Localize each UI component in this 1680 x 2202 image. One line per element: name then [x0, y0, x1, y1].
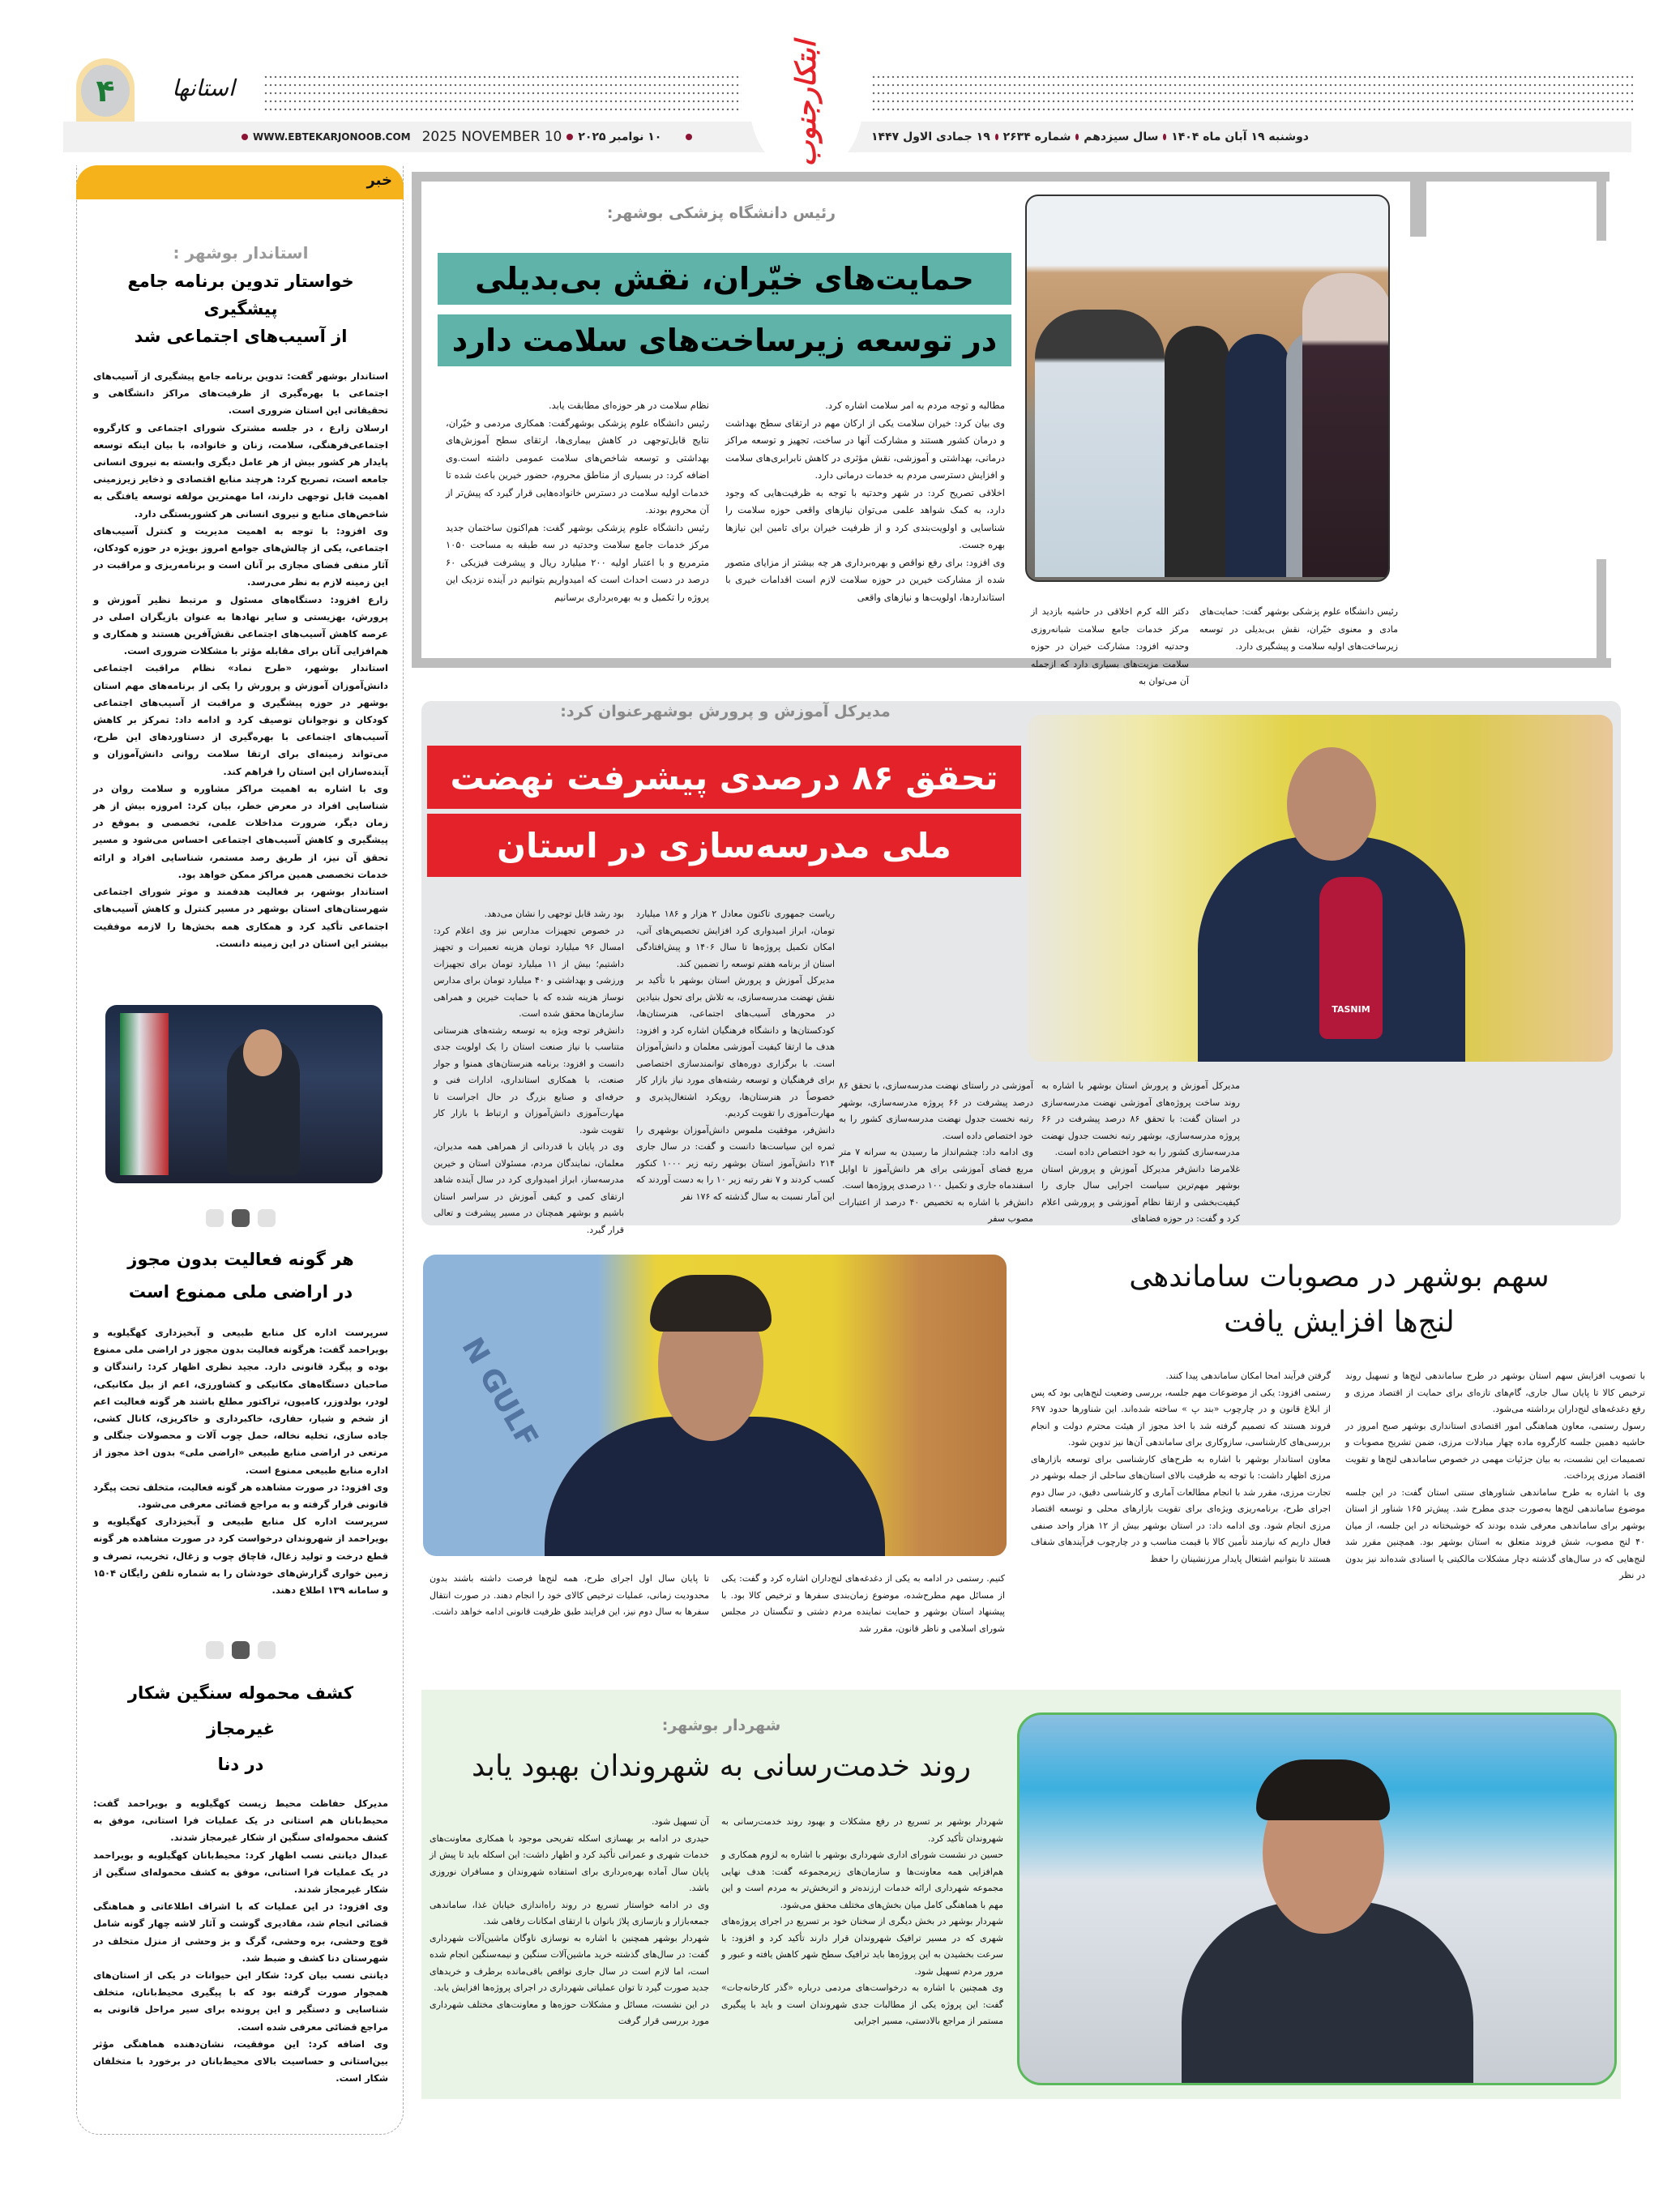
sidebar-story-2: [93, 1209, 388, 1599]
article-1-title-2: در توسعه زیرساخت‌های سلامت دارد: [451, 323, 998, 358]
article-3-col-b: [1031, 1368, 1331, 1567]
article-1-lead-text: رئیس دانشگاه علوم پزشکی بوشهر گفت: حمایت‌های مادی و معنوی خیّران، نقش بی‌بدیلی در توسعه زیرساخت‌های اولیه سلامت و پیشگیری دارد.: [1199, 606, 1398, 652]
article-1-paragraph: نظام سلامت در هر حوزه‌ای مطابقت یابد.: [548, 400, 709, 411]
article-1-headline-band-1[interactable]: [438, 253, 1011, 305]
article-2-photo-interview: [1028, 715, 1613, 1062]
story1-title-2[interactable]: از آسیب‌های اجتماعی شد: [134, 327, 348, 346]
article-4-col-a: [721, 1814, 1003, 2030]
article-1-frame-bottom-a: [421, 658, 1426, 668]
article-1-paragraph: دکتر الله کرم اخلاقی در حاشیه بازدید از مرکز خدمات جامع سلامت شبانه‌روزی وحدتیه افزود: مشارکت خیران در حوزه سلامت مزیت‌های بسیاری دارد که ازجمله آن می‌توان به: [1031, 606, 1189, 686]
story1-paragraph: وی افزود: با توجه به اهمیت مدیریت و کنترل آسیب‌های اجتماعی، یکی از چالش‌های جوامع امروز بویژه در حوزه کودکان، آثار منفی فضای مجازی بر آنان است و برنامه‌ریزی و مراقبت در این زمینه لازم به نظر می‌رسد.: [93, 524, 388, 588]
story3-paragraph: دیانتی نسب بیان کرد: شکار این حیوانات در یکی از استان‌های همجوار صورت گرفته بود که با پیگیری محیط‌بانان، متخلف شناسایی و دستگیر و این پرونده برای سیر مراحل قانونی به مراجع قضائی معرفی شده است.: [93, 1969, 388, 2033]
year-label: سال سیزدهم: [1084, 130, 1159, 143]
article-1-col-a: [1031, 603, 1189, 691]
story1-paragraph: استاندار بوشهر گفت: تدوین برنامه جامع پیشگیری از آسیب‌های اجتماعی با بهره‌گیری از ظرفیت‌های مراکز دانشگاهی و تحقیقاتی این استان ضروری است.: [93, 370, 388, 417]
article-3-title-1[interactable]: سهم بوشهر در مصوبات ساماندهی: [1129, 1260, 1550, 1293]
story1-title-1[interactable]: خواستار تدوین برنامه جامع پیشگیری: [127, 272, 354, 319]
date-gregorian-fa: ۱۰ نوامبر ۲۰۲۵: [578, 130, 662, 143]
story2-body: [93, 1324, 388, 1599]
issue-number: شماره ۲۶۳۴: [1002, 130, 1071, 143]
article-3-paragraph: تا پایان سال اول اجرای طرح، همه لنج‌ها فرصت داشته باشند بدون محدودیت زمانی، عملیات ترخیص کالای خود را انجام دهند. در صورت انتقال سفرها به سال دوم نیز، این فرایند طبق ظرفیت قانونی ادامه خواهد داشت.: [430, 1573, 709, 1617]
masthead: [0, 0, 1680, 167]
article-4-title[interactable]: روند خدمت‌رسانی به شهروندان بهبود یابد: [472, 1750, 971, 1783]
article-2-paragraph: آموزشی در راستای نهضت مدرسه‌سازی، با تحقق ۸۶ درصد پیشرفت در ۶۶ پروژه مدرسه‌سازی، بوشهر رتبه نخست جدول نهضت مدرسه‌سازی کشور را به خود اختصاص داده است.: [839, 1080, 1033, 1141]
article-1-lead: [1199, 603, 1398, 656]
article-3-paragraph: رستمی افزود: یکی از موضوعات مهم جلسه، بررسی وضعیت لنج‌هایی بود که پس از ابلاغ قانون و در چارچوب «بند پ » ساخته شده‌اند. این شناورها حدود ۶۹۷ فروند هستند که تصمیم گرفته شد با اخذ مجوز از هیئت محترم دولت و انجام بررسی‌های کارشناسی، سازوکاری برای ساماندهی آن‌ها نیز تدوین شود.: [1031, 1387, 1331, 1447]
story1-paragraph: زارع افزود: دستگاه‌های مسئول و مرتبط نظیر آموزش و پرورش، بهزیستی و سایر نهادها به عنوان بازیگران اصلی در عرصه کاهش آسیب‌های اجتماعی نقش‌آفرین هستند و همکاری و هم‌افزایی آنان برای مقابله مؤثر با مشکلات ضروری است.: [93, 593, 388, 657]
article-2-title-1: تحقق ۸۶ درصدی پیشرفت نهضت: [450, 757, 998, 797]
article-1-frame-right-c: [1597, 559, 1606, 665]
article-1-paragraph: اخلاقی تصریح کرد: در شهر وحدتیه با توجه به ظرفیت‌هایی که وجود دارد، به کمک شواهد علمی می‌توان نیازهای واقعی حوزه سلامت را شناسایی و اولویت‌بندی کرد و از ظرفیت خیران برای تامین این نیازها بهره جست.: [725, 486, 1005, 550]
article-4-paragraph: شهردار بوشهر در بخش دیگری از سخنان خود بر تسریع در اجرای پروژه‌های شهری که در مسیر ترافیک شهروندان قرار دارند تأکید کرد و افزود: با سرعت بخشیدن به این پروژه‌ها باید ترافیک سطح شهر کاهش یافته و عبور و مرور مردم تسهیل شود.: [721, 1916, 1003, 1977]
date-persian: دوشنبه ۱۹ آبان ماه ۱۴۰۴: [1171, 130, 1309, 143]
story3-body: [93, 1795, 388, 2087]
story2-separator: [93, 1209, 388, 1230]
article-4-paragraph: شهردار بوشهر همچنین با اشاره به نوسازی ناوگان ماشین‌آلات شهرداری گفت: در سال‌های گذشته خرید ماشین‌آلات سنگین و نیمه‌سنگین انجام شده است، اما لازم است در سال جاری نواقص باقی‌مانده برطرف و خریدهای جدید صورت گیرد تا توان عملیاتی شهرداری در اجرای پروژه‌ها افزایش یابد.: [430, 1932, 709, 1993]
story3-title-2[interactable]: در دنا: [217, 1755, 264, 1774]
article-3-paragraph: کنیم. رستمی در ادامه به یکی از دغدغه‌های لنج‌داران اشاره کرد و گفت: یکی از مسائل مهم مطرح‌شده، موضوع زمان‌بندی سفرها و ترخیص کالا بود. با پیشنهاد استان بوشهر و حمایت نماینده مردم دشتی و تنگستان در مجلس شورای اسلامی و ناظر قانون، مقرر شد: [721, 1573, 1005, 1634]
article-1-paragraph: رئیس دانشگاه علوم پزشکی بوشهرگفت: همکاری مردمی و خیّران، نتایج قابل‌توجهی در کاهش بیماری‌ها، ارتقای سطح آموزش‌های بهداشتی و توسعه شاخص‌های سلامت عمومی داشته است.وی اضافه کرد: در بسیاری از مناطق محروم، حضور خیرین باعث شده تا خدمات اولیه سلامت در دسترس خانواده‌هایی قرار گیرد که پیش‌تر از آن محروم بودند.: [446, 417, 709, 515]
article-4-paragraph: در این نشست، مسائل و مشکلات حوزه‌ها و معاونت‌های مختلف شهرداری مورد بررسی قرار گرفت: [430, 1999, 709, 2026]
article-2-paragraph: دانش‌فر توجه ویژه به توسعه رشته‌های هنرستانی متناسب با نیاز صنعت استان را یک اولویت جدی دانست و افزود: برنامه هنرستان‌های همنوا و جوار صنعت، با همکاری استانداری، ادارات فنی و حرفه‌ای و صنایع بزرگ در حال اجراست تا مهارت‌آموزی دانش‌آموزان و ارتباط با بازار کار تقویت شود.: [434, 1024, 624, 1135]
article-2-col-c: [636, 906, 835, 1205]
article-2-paragraph: وی ادامه داد: چشم‌انداز ما رسیدن به سرانه ۷ متر مربع فضای آموزشی برای هر دانش‌آموز تا اوایل اسفندماه جاری و تکمیل ۱۰۰ درصدی پروژه‌ها است.: [839, 1147, 1033, 1191]
story1-body: [93, 368, 388, 952]
speaker-face: [243, 1029, 282, 1076]
person-face: [1287, 747, 1376, 861]
article-3-paragraph: وی با اشاره به طرح ساماندهی شناورهای سنتی استان گفت: در این جلسه موضوع ساماندهی لنج‌ها به‌صورت جدی مطرح شد. پیش‌تر ۱۶۵ شناور از استان بوشهر برای ساماندهی معرفی شده بودند که خوشبختانه در این جلسه، از میان ۴۰ لنج مصوب، شش فروند متعلق به استان بوشهر بود. همچنین مقرر شد لنج‌هایی که در سال‌های گذشته دچار مشکلات مالکیتی یا اسنادی شده‌اند نیز بدون در نظر: [1345, 1486, 1645, 1580]
logo-text: ابتکارجنوب: [790, 40, 823, 167]
article-1-col-c: [446, 397, 709, 606]
page-number: ۴: [96, 73, 115, 109]
flag-shape: [120, 1013, 169, 1175]
article-2-paragraph: وی در پایان با قدردانی از همراهی همه مدیران، معلمان، نمایندگان مردم، مسئولان استان و خیرین مدرسه‌ساز، ابراز امیدواری کرد در سال آینده شاهد ارتقای کمی و کیفی آموزش در سراسر استان باشیم و بوشهر همچنان در مسیر پیشرفت و تعالی قرار گیرد.: [434, 1141, 624, 1235]
article-4-kicker: شهردار بوشهر:: [661, 1717, 781, 1734]
article-1-frame-bottom: [1426, 658, 1611, 668]
article-2-paragraph: بود رشد قابل توجهی را نشان می‌دهد.: [484, 909, 624, 919]
date-en: 2025 NOVEMBER 10: [421, 129, 562, 145]
article-2-paragraph: مدیرکل آموزش و پرورش استان بوشهر با اشاره به روند ساخت پروژه‌های آموزشی نهضت مدرسه‌سازی در استان گفت: با تحقق ۸۶ درصد پیشرفت در ۶۶ پروژه مدرسه‌سازی، بوشهر رتبه نخست جدول نهضت مدرسه‌سازی کشور را به خود اختصاص داده است.: [1041, 1080, 1240, 1157]
article-2-headline-band-2[interactable]: [427, 814, 1021, 877]
article-4-paragraph: آن تسهیل شود.: [651, 1816, 709, 1827]
tasnim-microphone: [1319, 877, 1383, 1039]
story3-paragraph: عبدال دیانتی نسب اظهار کرد: محیط‌بانان کهگیلویه و بویراحمد در یک عملیات فرا استانی، موفق به کشف محموله‌ای سنگین از شکار غیرمجاز شدند.: [93, 1849, 388, 1896]
article-2-kicker: مدیرکل آموزش و پرورش بوشهرعنوان کرد:: [560, 703, 891, 720]
article-1-paragraph: وی افزود: برای رفع نواقص و بهره‌برداری هر چه بیشتر از مزایای متصور شده از مشارکت خیرین در حوزه سلامت لازم است اقدامات خیری با استانداردها، اولویت‌ها و نیازهای واقعی: [725, 556, 1005, 603]
map-label: N GULF: [455, 1332, 545, 1454]
article-2-paragraph: مدیرکل آموزش و پرورش استان بوشهر با تأکید بر نقش نهضت مدرسه‌سازی، به تلاش برای تحول بنیادین در محورهای آسیب‌های اجتماعی، هنرستان‌ها، کودکستان‌ها و دانشگاه فرهنگیان اشاره کرد و افزود: هدف ما ارتقا کیفیت آموزشی معلمان و دانش‌آموزان است. با برگزاری دوره‌های توانمندسازی اختصاصی برای فرهنگیان و توسعه رشته‌های مورد نیاز بازار کار خصوصاً در هنرستان‌ها، رویکرد اشتغال‌پذیری و مهارت‌آموزی را تقویت کردیم.: [636, 975, 835, 1118]
story3-paragraph: مدیرکل حفاظت محیط زیست کهگیلویه و بویراحمد گفت: محیط‌بانان هم استانی در یک عملیات فرا استانی، موفق به کشف محموله‌ای سنگین از شکار غیرمجاز شدند.: [93, 1798, 388, 1844]
article-2-paragraph: غلامرضا دانش‌فر مدیرکل آموزش و پرورش استان بوشهر مهم‌ترین سیاست اجرایی سال جاری را کیفیت‌بخشی و ارتقا نظام آموزشی و پرورشی اعلام کرد و گفت: در حوزه فضاهای: [1041, 1163, 1240, 1224]
article-1-title-1: حمایت‌های خیّران، نقش بی‌بدیلی: [475, 261, 974, 297]
article-4-paragraph: وی در ادامه خواستار تسریع در روند راه‌اندازی خیابان غذا، ساماندهی جمعه‌بازار و بازسازی پلاژ بانوان با ارتقای امکانات رفاهی شد.: [430, 1899, 709, 1926]
article-2-col-d: [434, 906, 624, 1238]
article-2-paragraph: ریاست جمهوری تاکنون معادل ۲ هزار و ۱۸۶ میلیارد تومان، ابراز امیدواری کرد افزایش تخصیص‌های آتی، امکان تکمیل پروژه‌ها تا سال ۱۴۰۶ و پیش‌افتادگی استان از برنامه هفتم توسعه را تضمین کند.: [636, 909, 836, 969]
tasnim-label: TASNIM: [1332, 1004, 1370, 1015]
story2-title-2[interactable]: در اراضی ملی ممنوع است: [128, 1282, 353, 1302]
story1-paragraph: استاندار بوشهر، بر فعالیت هدفمند و موثر شورای اجتماعی شهرستان‌های استان بوشهر در مسیر کنترل و کاهش آسیب‌های اجتماعی تأکید کرد و همکاری همه بخش‌ها را لازمه موفقیت بیشتر این استان در این زمینه دانست.: [93, 886, 388, 949]
sidebar-photo-governor: [105, 1005, 383, 1183]
article-2-paragraph: در خصوص تجهیزات مدارس نیز وی اعلام کرد: امسال ۹۶ میلیارد تومان هزینه تعمیرات و تجهیز داشتیم؛ بیش از ۱۱ میلیارد تومان برای تجهیزات ورزشی و بهداشتی و ۴۰ میلیارد تومان برای مدارس نوساز هزینه شده که با حمایت خیرین و همراهی سازمان‌ها محقق شده است.: [434, 925, 625, 1019]
person-shape: [1035, 310, 1165, 577]
person-hair: [650, 1275, 772, 1332]
story2-paragraph: وی افزود: در صورت مشاهده هر گونه فعالیت، متخلف تحت پیگرد قانونی قرار گرفته و به مراجع قضائی معرفی می‌شود.: [93, 1481, 388, 1511]
article-4-paragraph: وی همچنین با اشاره به درخواست‌های مردمی درباره «گذر کارخانه‌جات» گفت: این پروژه یکی از مطالبات جدی شهروندان است و باید با پیگیری مستمر از مراجع بالادستی، مسیر اجرایی: [721, 1982, 1003, 2026]
article-4-paragraph: حیدری در ادامه بر بهسازی اسکله تفریحی موجود با همکاری معاونت‌های خدمات شهری و عمرانی تأکید کرد و اظهار داشت: این اسکله باید تا پیش از پایان سال آماده بهره‌برداری برای استفاده شهروندان و مسافران نوروزی باشد.: [430, 1832, 709, 1893]
article-1-frame-right-b: [1597, 172, 1606, 241]
person-shape: [1165, 326, 1229, 577]
article-1-photo-visit: [1025, 195, 1390, 582]
article-3-col-d: [430, 1571, 709, 1621]
article-1-headline-band-2[interactable]: [438, 314, 1011, 366]
article-4-photo-mayor: [1017, 1712, 1617, 2085]
article-1-paragraph: مطالبه و توجه مردم به امر سلامت اشاره کرد.: [825, 400, 1005, 411]
article-1-kicker: رئیس دانشگاه پزشکی بوشهر:: [606, 204, 836, 222]
article-3-paragraph: معاون استاندار بوشهر با اشاره به طرح‌های کارشناسی برای توسعه بازارهای مرزی اظهار داشت: با توجه به ظرفیت بالای استان‌های ساحلی از جمله بوشهر در تجارت مرزی، مقرر شد با انجام مطالعات آماری و کارشناسی دقیق، در سال دوم اجرای طرح، برنامه‌ریزی ویژه‌ای برای تقویت بازارهای محلی و توسعه اقتصاد مرزی انجام شود. وی ادامه داد: در استان بوشهر بیش از ۱۲ هزار واحد صنفی فعال داریم که نیازمند تأمین کالا با قیمت مناسب و در چارچوب فرآیندهای شفاف هستند تا بتوانیم اشتغال پایدار مرزنشینان را حفظ: [1031, 1453, 1331, 1564]
story2-paragraph: سرپرست اداره کل منابع طبیعی و آبخیزداری کهگیلویه و بویراحمد از شهروندان درخواست کرد در صورت مشاهده هر گونه قطع درخت و تولید زغال، قاچاق چوب و زغال، تخریب، تصرف و زمین خواری گزارش‌های خودشان را به شماره تلفن رایگان ۱۵۰۴ و سامانه ۱۳۹ اطلاع دهند.: [93, 1516, 388, 1597]
header-dots-left: [263, 73, 742, 113]
section-title: استانها: [172, 75, 235, 101]
website-link[interactable]: WWW.EBTEKARJONOOB.COM: [253, 131, 411, 143]
date-hijri: ۱۹ جمادی الاول ۱۴۴۷: [871, 130, 990, 143]
header-dots-right: [871, 73, 1633, 113]
story2-title-1[interactable]: هر گونه فعالیت بدون مجوز: [127, 1250, 354, 1269]
article-2-paragraph: دانش‌فر با اشاره به تخصیص ۴۰ درصد از اعتبارات مصوب سفر: [839, 1196, 1033, 1224]
story2-paragraph: سرپرست اداره کل منابع طبیعی و آبخیزداری کهگیلویه و بویراحمد گفت: هرگونه فعالیت بدون مجوز در اراضی ملی ممنوع بوده و پیگرد قانونی دارد. مجید نظری اظهار کرد: رانندگان و صاحبان دستگاه‌های مکانیکی و کشاورزی، اعم از بیل مکانیکی، لودر، بولدوزر، کامیون، تراکتور مطلع باشند هر گونه فعالیت اعم از شخم و شیار، حفاری، خاکبرداری و خاکریزی، کانال کشی، جاده سازی، تخلیه نخاله، حمل چوب آلات و محصولات جنگلی و مرتعی در اراضی منابع طبیعی «اراضی ملی» بدون اخذ مجوز از اداره منابع طبیعی ممنوع است.: [93, 1327, 388, 1476]
date-line-fa: [871, 126, 1309, 148]
article-3-photo-official: [423, 1255, 1007, 1556]
article-1-paragraph: وی بیان کرد: خیران سلامت یکی از ارکان مهم در ارتقای سطح بهداشت و درمان کشور هستند و مشارکت آنها در ساخت، تجهیز و توسعه مراکز درمانی، بهداشتی و آموزشی، نقش مؤثری در کاهش نابرابری‌های سلامت و افزایش دسترسی مردم به خدمات درمانی دارد.: [725, 417, 1005, 481]
article-1-paragraph: رئیس دانشگاه علوم پزشکی بوشهر گفت: هم‌اکنون ساختمان جدید مرکز خدمات جامع سلامت وحدتیه در سه طبقه به مساحت ۱۰۵۰ مترمربع و با اعتبار اولیه ۲۰۰ میلیارد ریال و پیشرفت فیزیکی ۶۰ درصد در دست احداث است که امیدواریم بتوانیم در آینده نزدیک این پروژه را تکمیل و به بهره‌برداری برسانیم: [446, 521, 709, 603]
article-4-paragraph: شهردار بوشهر بر تسریع در رفع مشکلات و بهبود روند خدمت‌رسانی به شهروندان تأکید کرد.: [721, 1816, 1003, 1844]
story1-paragraph: وی با اشاره به اهمیت مراکز مشاوره و سلامت روان در شناسایی افراد در معرض خطر، بیان کرد: امروزه بیش از هر زمان دیگر، ضرورت مداخلات علمی، تخصصی و بموقع در پیشگیری و کاهش آسیب‌های اجتماعی احساس می‌شود و مسیر تحقق آن نیز، از طریق رصد مستمر، شناسایی افراد و ارائه خدمات تخصصی همین مراکز ممکن خواهد بود.: [93, 782, 388, 880]
article-2-paragraph: دانش‌فر، موفقیت ملموس دانش‌آموزان بوشهری را ثمره این سیاست‌ها دانست و گفت: در سال جاری ۲۱۴ دانش‌آموز استان بوشهر رتبه زیر ۱۰۰۰ کنکور کسب کردند و ۷ نفر رتبه زیر ۱۰ را به دست آوردند که این آمار نسبت به سال گذشته که ۱۷۶ نفر: [636, 1124, 836, 1202]
person-shape: [1302, 273, 1390, 577]
article-2-col-b: [839, 1078, 1033, 1228]
story1-kicker: استاندار بوشهر :: [173, 243, 309, 263]
article-3-col-c: [721, 1571, 1005, 1637]
article-1-frame-right: [1410, 172, 1426, 237]
sidebar-tab: [76, 165, 404, 199]
sidebar-story-1: [93, 243, 388, 952]
article-3-col-a: [1345, 1368, 1645, 1584]
logo[interactable]: [750, 32, 863, 174]
article-2-col-a: [1041, 1078, 1240, 1228]
person-hair: [1256, 1759, 1390, 1820]
date-line-en: [237, 126, 739, 148]
article-4-paragraph: حسین در نشست شورای اداری شهرداری بوشهر با اشاره به لزوم همکاری و هم‌افزایی همه معاونت‌ها و سازمان‌های زیرمجموعه گفت: هدف نهایی مجموعه شهرداری ارائه خدمات ارزنده‌تر و اثربخش‌تر به مردم است و این مهم با هماهنگی کامل میان بخش‌های مختلف محقق می‌شود.: [721, 1849, 1003, 1910]
story1-paragraph: استاندار بوشهر، «طرح نماد» نظام مراقبت اجتماعی دانش‌آموزان آموزش و پرورش را یکی از برنامه‌های مهم استان بوشهر در حوزه پیشگیری و مراقبت از آسیب‌های اجتماعی کودکان و نوجوانان توصیف کرد و ادامه داد: تمرکز بر کاهش آسیب‌های اجتماعی با بهره‌گیری از دستاوردهای این طرح، می‌تواند زمینه‌ای برای ارتقا سلامت روانی دانش‌آموزان و آینده‌سازان این استان را فراهم کند.: [93, 662, 388, 777]
article-3-paragraph: گرفتن فرآیند امحا امکان ساماندهی پیدا کنند.: [1165, 1370, 1331, 1381]
article-3-title-2[interactable]: لنج‌ها افزایش یافت: [1224, 1306, 1455, 1339]
sidebar-story-3: [93, 1641, 388, 2087]
story3-title-1[interactable]: کشف محموله سنگین شکار غیرمجاز: [127, 1683, 354, 1738]
article-3-paragraph: با تصویب افزایش سهم استان بوشهر در طرح ساماندهی لنج‌ها و تسهیل روند ترخیص کالا تا پایان سال جاری، گام‌های تازه‌ای برای حمایت از اقتصاد مرزی و رفع دغدغه‌های لنج‌داران برداشته می‌شود.: [1345, 1370, 1645, 1414]
story3-separator: [93, 1641, 388, 1662]
article-2-headline-band-1[interactable]: [427, 746, 1021, 809]
sidebar-tab-label: خبر: [366, 172, 392, 189]
article-3-paragraph: رسول رستمی، معاون هماهنگی امور اقتصادی استانداری بوشهر صبح امروز در حاشیه دهمین جلسه کارگروه ماده چهار مبادلات مرزی، ضمن تشریح مصوبات و تصمیمات این نشست، به بیان جزئیات مهمی در خصوص ساماندهی لنج‌ها و تقویت اقتصاد مرزی پرداخت.: [1345, 1420, 1645, 1481]
story3-paragraph: وی افزود: در این عملیات که با اشراف اطلاعاتی و هماهنگی قضائی انجام شد، مقادیری گوشت و آثار لاشه چهار گونه شامل قوچ وحشی، بره وحشی، گرگ و بز وحشی از منزل متخلف در شهرستان دنا کشف و ضبط شد.: [93, 1901, 388, 1964]
article-4-col-b: [430, 1814, 709, 2030]
article-2-title-2: ملی مدرسه‌سازی در استان: [497, 825, 951, 866]
page-number-badge: [76, 58, 135, 123]
person-shape: [1225, 334, 1290, 577]
story1-paragraph: ارسلان زارع ، در جلسه مشترک شورای اجتماعی و کارگروه اجتماعی‌فرهنگی، سلامت، زنان و خانواده، با بیان اینکه توسعه پایدار هر کشور بیش از هر عامل دیگری وابسته به نیروی انسانی جامعه است، تصریح کرد: هرچند منابع اقتصادی و ذخایر زیرزمینی اهمیت قابل توجهی دارند، اما مهمترین مولفه توسعه یافتگی به شاخص‌های منابع و نیروی انسانی هر کشوربستگی دارد.: [93, 421, 388, 520]
article-1-col-b: [725, 397, 1005, 606]
story3-paragraph: وی اضافه کرد: این موفقیت، نشان‌دهنده هماهنگی مؤثر بین‌استانی و حساسیت بالای محیط‌بانان در برخورد با متخلفان شکار است.: [93, 2037, 388, 2084]
